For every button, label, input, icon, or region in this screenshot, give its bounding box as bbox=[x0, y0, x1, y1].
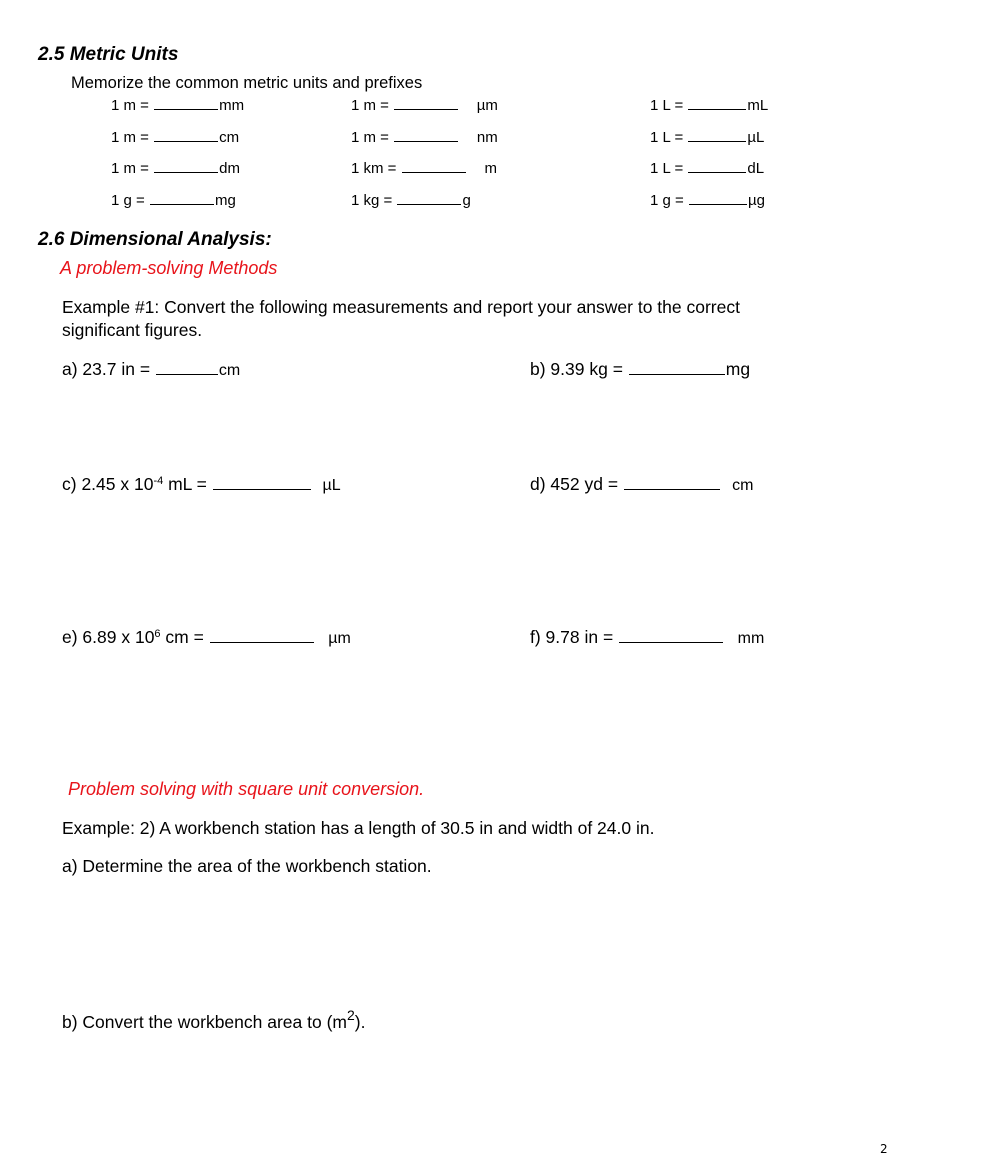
answer-blank bbox=[402, 158, 466, 173]
conversion-unit: mg bbox=[214, 192, 236, 209]
conversion-lhs: 1 kg = bbox=[351, 192, 393, 209]
metric-intro-text: Memorize the common metric units and prefixes bbox=[71, 74, 423, 92]
problem-label: d) 452 yd = bbox=[530, 474, 619, 494]
answer-blank bbox=[394, 95, 458, 110]
problem-c bbox=[62, 473, 347, 495]
problem-label: e) 6.89 x 10 bbox=[62, 627, 155, 647]
answer-blank bbox=[156, 358, 218, 375]
conversion-unit: µm bbox=[476, 97, 498, 114]
square-units-heading: Problem solving with square unit conversion. bbox=[68, 779, 425, 799]
problem-b bbox=[530, 358, 750, 380]
conversion-row bbox=[351, 190, 471, 209]
problem-a bbox=[62, 358, 240, 380]
conversion-lhs: 1 m = bbox=[351, 97, 389, 114]
problem-label-suffix: cm = bbox=[160, 627, 204, 647]
conversion-row bbox=[351, 127, 511, 146]
example2-part-b bbox=[62, 1007, 366, 1033]
conversion-unit: cm bbox=[219, 129, 240, 146]
problem-unit: mg bbox=[725, 359, 751, 379]
conversion-unit: µg bbox=[747, 192, 765, 209]
part-b-text-suffix: ). bbox=[354, 1012, 366, 1032]
conversion-unit: g bbox=[462, 192, 471, 209]
conversion-unit: µL bbox=[747, 129, 765, 146]
conversion-row bbox=[351, 158, 511, 177]
answer-blank bbox=[154, 158, 218, 173]
answer-blank bbox=[397, 190, 461, 205]
section-heading-metric-units: 2.5 Metric Units bbox=[38, 44, 179, 65]
conversion-lhs: 1 m = bbox=[111, 97, 149, 114]
problem-unit: cm bbox=[732, 477, 754, 494]
problem-unit: mm bbox=[737, 630, 765, 647]
conversion-unit: mm bbox=[219, 97, 245, 114]
example2-part-a: a) Determine the area of the workbench station. bbox=[62, 856, 432, 876]
conversion-row bbox=[111, 95, 244, 114]
answer-blank bbox=[619, 626, 723, 643]
problem-exponent: -4 bbox=[153, 475, 164, 487]
problem-label: c) 2.45 x 10 bbox=[62, 474, 154, 494]
problem-label: f) 9.78 in = bbox=[530, 627, 614, 647]
problem-d bbox=[530, 473, 760, 495]
example1-prompt-line2: significant figures. bbox=[62, 320, 203, 340]
part-b-exponent: 2 bbox=[347, 1007, 355, 1023]
page-number: 2 bbox=[880, 1142, 888, 1156]
problem-label: a) 23.7 in = bbox=[62, 359, 151, 379]
conversion-row bbox=[650, 95, 768, 114]
conversion-unit: dL bbox=[747, 160, 765, 177]
conversion-lhs: 1 g = bbox=[650, 192, 684, 209]
conversion-lhs: 1 m = bbox=[351, 129, 389, 146]
conversion-lhs: 1 km = bbox=[351, 160, 397, 177]
example1-prompt-line1: Example #1: Convert the following measurements and report your answer to the correct bbox=[62, 297, 740, 317]
answer-blank bbox=[688, 95, 746, 110]
problem-unit: µm bbox=[328, 630, 351, 647]
answer-blank bbox=[629, 358, 725, 375]
answer-blank bbox=[210, 626, 314, 643]
problem-unit: µL bbox=[322, 477, 341, 494]
answer-blank bbox=[154, 95, 218, 110]
answer-blank bbox=[150, 190, 214, 205]
conversion-row bbox=[351, 95, 511, 114]
part-b-text: b) Convert the workbench area to (m bbox=[62, 1012, 347, 1032]
example2-prompt: Example: 2) A workbench station has a length of 30.5 in and width of 24.0 in. bbox=[62, 818, 655, 838]
answer-blank bbox=[689, 190, 747, 205]
problem-exponent: 6 bbox=[154, 628, 161, 640]
answer-blank bbox=[624, 473, 720, 490]
conversion-lhs: 1 L = bbox=[650, 97, 684, 114]
section-heading-dimensional-analysis: 2.6 Dimensional Analysis: bbox=[38, 229, 272, 250]
answer-blank bbox=[213, 473, 311, 490]
conversion-row bbox=[650, 190, 765, 209]
answer-blank bbox=[688, 127, 746, 142]
conversion-lhs: 1 L = bbox=[650, 160, 684, 177]
conversion-unit: nm bbox=[476, 129, 498, 146]
answer-blank bbox=[688, 158, 746, 173]
conversion-unit: dm bbox=[219, 160, 240, 177]
conversion-lhs: 1 L = bbox=[650, 129, 684, 146]
problem-unit: cm bbox=[218, 362, 241, 379]
problem-label-suffix: mL = bbox=[163, 474, 207, 494]
conversion-unit: m bbox=[484, 160, 498, 177]
conversion-lhs: 1 m = bbox=[111, 129, 149, 146]
problem-label: b) 9.39 kg = bbox=[530, 359, 623, 379]
conversion-row bbox=[650, 127, 764, 146]
problem-e bbox=[62, 626, 360, 648]
conversion-row bbox=[111, 158, 240, 177]
conversion-lhs: 1 m = bbox=[111, 160, 149, 177]
conversion-row bbox=[111, 127, 239, 146]
conversion-row bbox=[111, 190, 236, 209]
conversion-unit: mL bbox=[747, 97, 769, 114]
section-subheading: A problem-solving Methods bbox=[60, 258, 278, 278]
problem-f bbox=[530, 626, 773, 648]
answer-blank bbox=[154, 127, 218, 142]
conversion-row bbox=[650, 158, 764, 177]
answer-blank bbox=[394, 127, 458, 142]
conversion-lhs: 1 g = bbox=[111, 192, 145, 209]
